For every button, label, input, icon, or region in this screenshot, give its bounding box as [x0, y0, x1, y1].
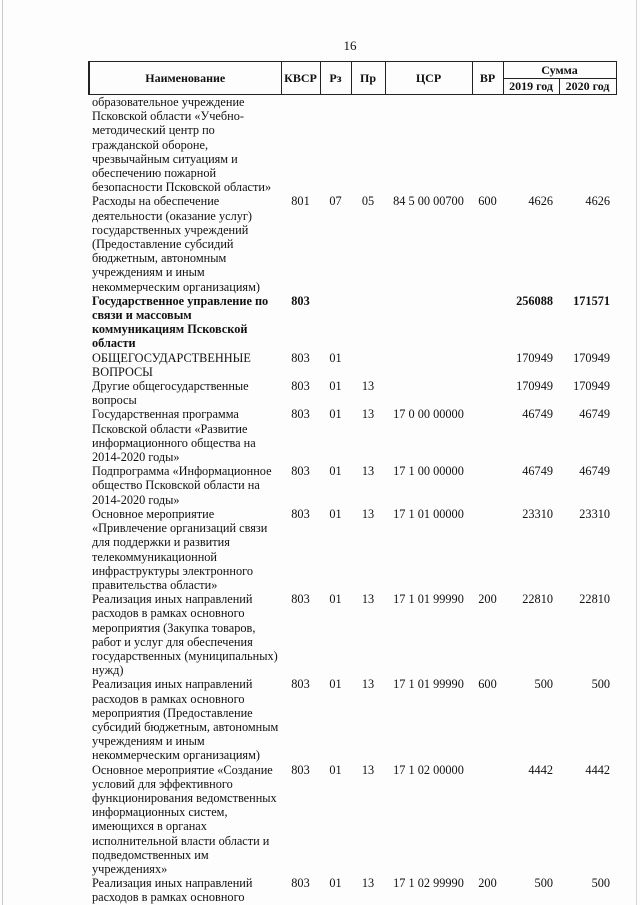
row-sum-2020: 500	[591, 677, 611, 692]
row-pr	[351, 351, 385, 379]
table-row	[89, 677, 616, 762]
row-kvsr: 803	[291, 350, 310, 365]
row-csr: 17 1 02 00000	[393, 762, 464, 777]
row-csr: 84 5 00 00700	[393, 194, 464, 209]
row-sum-2020: 500	[591, 876, 611, 891]
row-pr: 13	[361, 506, 375, 521]
row-csr	[385, 294, 472, 351]
row-rz: 01	[329, 464, 342, 479]
row-csr: 17 1 01 99990	[393, 592, 464, 607]
table-row	[89, 194, 616, 293]
row-name: Подпрограмма «Информационное общество Псковской области на 2014-2020 годы»	[92, 464, 272, 507]
table-row	[89, 294, 616, 351]
row-sum-2020	[559, 95, 616, 195]
row-sum-2020: 4442	[585, 762, 611, 777]
table-row	[89, 592, 616, 677]
row-kvsr: 803	[291, 379, 310, 394]
row-sum-2020: 170949	[573, 350, 611, 365]
row-name: Реализация иных направлений расходов в рамках основного мероприятия (Закупка товаров, работ и услуг для обеспечения государственных (муниципальных) нужд)	[92, 592, 278, 678]
header-year-2019: 2019 год	[503, 79, 559, 95]
row-pr: 13	[361, 592, 375, 607]
table-header	[89, 62, 616, 95]
row-pr: 13	[361, 677, 375, 692]
page-edge-left	[2, 0, 3, 905]
row-csr	[385, 379, 472, 407]
row-sum-2019: 256088	[516, 293, 553, 308]
row-csr: 17 1 02 99990	[393, 876, 464, 891]
row-rz: 01	[329, 876, 342, 891]
row-vr	[472, 464, 503, 507]
row-pr: 13	[361, 762, 375, 777]
row-sum-2020: 171571	[573, 293, 611, 308]
row-csr	[385, 95, 472, 195]
row-csr: 17 0 00 00000	[393, 407, 464, 422]
table-row	[89, 464, 616, 507]
row-sum-2019: 500	[534, 677, 553, 692]
row-pr	[351, 95, 385, 195]
row-sum-2019: 170949	[516, 379, 553, 394]
row-rz: 01	[329, 762, 342, 777]
page-number: 16	[343, 38, 357, 53]
row-pr: 13	[361, 407, 375, 422]
row-csr: 17 1 01 99990	[393, 677, 464, 692]
row-vr: 200	[478, 876, 497, 891]
row-pr: 13	[361, 379, 375, 394]
row-sum-2019: 4626	[528, 194, 553, 209]
row-sum-2019: 500	[534, 876, 553, 891]
row-sum-2020: 46749	[579, 464, 611, 479]
row-pr: 13	[361, 464, 375, 479]
row-sum-2019	[503, 95, 559, 195]
row-name: ОБЩЕГОСУДАРСТВЕННЫЕ ВОПРОСЫ	[92, 350, 251, 379]
row-sum-2020: 46749	[579, 407, 611, 422]
row-name: Основное мероприятие «Создание условий для эффективного функционирования ведомственных информационных систем, имеющихся в органах исполнительной власти области и подведомственных им учреждениях»	[92, 762, 277, 876]
row-name: Основное мероприятие «Привлечение организаций связи для поддержки и развития телекоммуникационной инфраструктуры электронного правительства области»	[92, 506, 268, 592]
row-sum-2019: 46749	[522, 464, 553, 479]
row-rz: 07	[329, 194, 342, 209]
row-name: Расходы на обеспечение деятельности (оказание услуг) государственных учреждений (Предоставление субсидий бюджетным, автономным учреждениям и иным некоммерческим организациям)	[92, 194, 260, 294]
table-row	[89, 95, 616, 195]
row-vr: 600	[478, 677, 497, 692]
table-row	[89, 351, 616, 379]
row-pr: 13	[361, 876, 375, 891]
row-kvsr: 803	[291, 876, 310, 891]
row-sum-2020: 23310	[579, 506, 611, 521]
row-vr	[472, 507, 503, 592]
row-kvsr	[281, 95, 320, 195]
row-vr	[472, 351, 503, 379]
table-row	[89, 763, 616, 877]
row-name: Реализация иных направлений расходов в рамках основного	[92, 876, 253, 905]
header-name: Наименование	[89, 62, 281, 95]
page-edge-right	[636, 0, 637, 905]
row-sum-2019: 46749	[522, 407, 553, 422]
header-vr: ВР	[472, 62, 503, 95]
row-rz	[320, 95, 351, 195]
row-kvsr: 803	[291, 677, 310, 692]
row-sum-2019: 23310	[522, 506, 553, 521]
row-rz	[320, 294, 351, 351]
row-vr	[472, 379, 503, 407]
table-row	[89, 876, 616, 904]
row-rz: 01	[329, 592, 342, 607]
row-sum-2020: 4626	[585, 194, 611, 209]
row-name: Другие общегосударственные вопросы	[92, 379, 249, 408]
row-csr	[385, 351, 472, 379]
row-kvsr: 803	[291, 407, 310, 422]
table-row	[89, 507, 616, 592]
row-kvsr: 803	[291, 464, 310, 479]
header-kvsr: КВСР	[281, 62, 320, 95]
row-name: образовательное учреждение Псковской области «Учебно-методический центр по гражданской обороне, чрезвычайным ситуациям и обеспечению пожарной безопасности Псковской области»	[92, 95, 272, 195]
row-sum-2019: 4442	[528, 762, 553, 777]
row-pr: 05	[361, 194, 375, 209]
row-csr: 17 1 00 00000	[393, 464, 464, 479]
row-kvsr: 801	[291, 194, 310, 209]
header-rz: Рз	[320, 62, 351, 95]
row-vr	[472, 294, 503, 351]
row-kvsr: 803	[291, 506, 310, 521]
table-row	[89, 379, 616, 407]
header-csr: ЦСР	[385, 62, 472, 95]
row-name: Реализация иных направлений расходов в рамках основного мероприятия (Предоставление субсидий бюджетным, автономным учреждениям и иным некоммерческим организациям)	[92, 677, 279, 763]
row-kvsr: 803	[291, 762, 310, 777]
row-name: Государственная программа Псковской области «Развитие информационного общества на 2014-2020 годы»	[92, 407, 256, 465]
row-csr: 17 1 01 00000	[393, 506, 464, 521]
row-vr	[472, 95, 503, 195]
row-rz: 01	[329, 506, 342, 521]
header-sum: Сумма	[503, 62, 616, 79]
table-body	[89, 95, 616, 905]
row-vr: 600	[478, 194, 497, 209]
row-rz: 01	[329, 407, 342, 422]
row-rz: 01	[329, 379, 342, 394]
header-year-2020: 2020 год	[559, 79, 616, 95]
row-rz: 01	[329, 677, 342, 692]
row-pr	[351, 294, 385, 351]
row-vr: 200	[478, 592, 497, 607]
row-sum-2019: 22810	[522, 592, 553, 607]
row-name: Государственное управление по связи и массовым коммуникациям Псковской области	[92, 293, 269, 351]
row-sum-2020: 22810	[579, 592, 611, 607]
row-vr	[472, 407, 503, 464]
budget-table	[88, 61, 617, 905]
row-kvsr: 803	[291, 592, 310, 607]
row-kvsr: 803	[291, 293, 310, 308]
row-vr	[472, 763, 503, 877]
row-sum-2019: 170949	[516, 350, 553, 365]
row-rz: 01	[329, 350, 342, 365]
header-pr: Пр	[351, 62, 385, 95]
table-row	[89, 407, 616, 464]
row-sum-2020: 170949	[573, 379, 611, 394]
